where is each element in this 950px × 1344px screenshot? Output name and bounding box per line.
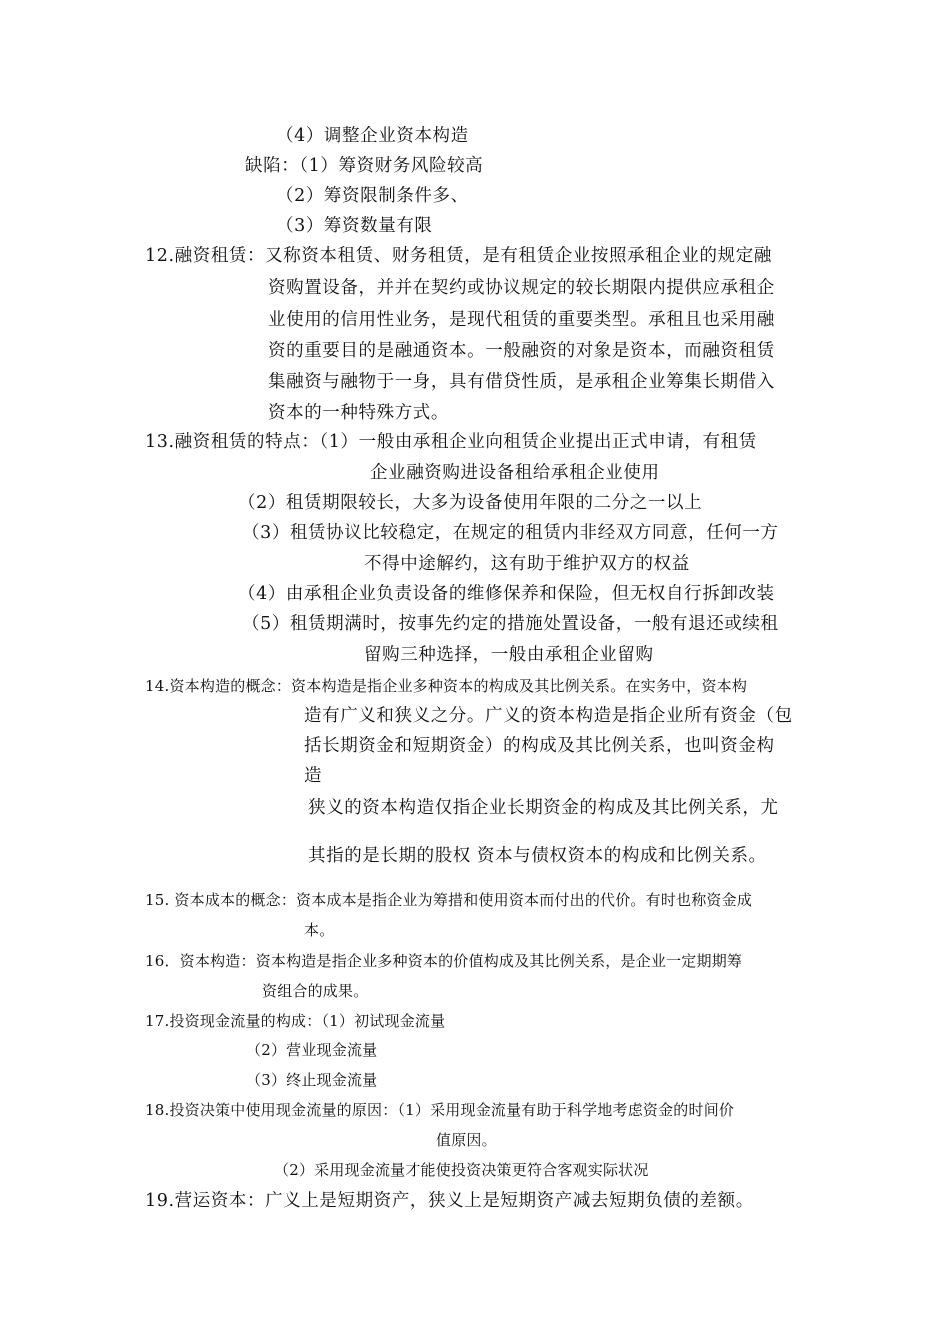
- term-16-text: 资组合的成果。: [262, 982, 369, 1000]
- term-13-item-5: （5）租赁期满时，按事先约定的措施处置设备，一般有退还或续租: [242, 614, 779, 634]
- term-12-text: 资购置设备，并并在契约或协议规定的较长期限内提供应承租企: [268, 278, 775, 298]
- disadv-item-1: 缺陷：（1）筹资财务风险较高: [245, 156, 484, 176]
- term-18-item-2: （2）采用现金流量才能使投资决策更符合客观实际状况: [274, 1161, 649, 1179]
- disadv-item-3: （3）筹资数量有限: [276, 216, 433, 236]
- term-17-heading: 17.投资现金流量的构成：（1）初试现金流量: [145, 1012, 446, 1030]
- term-13-heading: 13.融资租赁的特点：（1）一般由承租企业向租赁企业提出正式申请，有租赁: [145, 432, 757, 452]
- term-14-text: 括长期资金和短期资金）的构成及其比例关系，也叫资金构: [304, 736, 775, 756]
- term-17-item-3: （3）终止现金流量: [246, 1071, 378, 1089]
- term-14-heading: 14.资本构造的概念：资本构造是指企业多种资本的构成及其比例关系。在实务中，资本构: [145, 677, 748, 695]
- term-13-text: 留购三种选择，一般由承租企业留购: [364, 645, 654, 665]
- term-15-text: 本。: [304, 921, 335, 939]
- term-13-text: 企业融资购进设备租给承租企业使用: [370, 463, 660, 483]
- term-12-text: 资本的一种特殊方式。: [268, 403, 449, 423]
- term-17-item-2: （2）营业现金流量: [246, 1041, 378, 1059]
- term-18-text: 值原因。: [436, 1131, 497, 1149]
- term-16-heading: 16．资本构造：资本构造是指企业多种资本的价值构成及其比例关系，是企业一定期期筹: [145, 952, 743, 970]
- adv-item-4: （4）调整企业资本构造: [276, 126, 469, 146]
- term-19-heading: 19.营运资本：广义上是短期资产，狭义上是短期资产减去短期负债的差额。: [145, 1191, 754, 1211]
- disadv-item-2: （2）筹资限制条件多、: [276, 186, 469, 206]
- term-12-text: 集融资与融物于一身，具有借贷性质，是承租企业筹集长期借入: [268, 372, 775, 392]
- term-13-item-4: （4）由承租企业负责设备的维修保养和保险，但无权自行拆卸改装: [238, 584, 775, 604]
- term-15-heading: 15. 资本成本的概念：资本成本是指企业为筹措和使用资本而付出的代价。有时也称资金成: [145, 891, 753, 909]
- term-14-text: 造有广义和狭义之分。广义的资本构造是指企业所有资金（包: [304, 706, 793, 726]
- term-14-text: 其指的是长期的股权 资本与债权资本的构成和比例关系。: [308, 846, 767, 866]
- term-12-text: 业使用的信用性业务，是现代租赁的重要类型。承租且也采用融: [268, 310, 775, 330]
- term-14-text: 造: [304, 766, 323, 786]
- term-13-item-3: （3）租赁协议比较稳定，在规定的租赁内非经双方同意，任何一方: [242, 523, 779, 543]
- term-13-item-2: （2）租赁期限较长，大多为设备使用年限的二分之一以上: [238, 493, 703, 513]
- term-12-text: 资的重要目的是融通资本。一般融资的对象是资本，而融资租赁: [268, 341, 775, 361]
- term-14-text: 狭义的资本构造仅指企业长期资金的构成及其比例关系，尤: [308, 798, 779, 818]
- term-12-heading: 12.融资租赁：又称资本租赁、财务租赁，是有租赁企业按照承租企业的规定融: [145, 246, 772, 266]
- term-18-heading: 18.投资决策中使用现金流量的原因：（1）采用现金流量有助于科学地考虑资金的时间价: [145, 1101, 735, 1119]
- term-13-text: 不得中途解约，这有助于维护双方的权益: [364, 554, 690, 574]
